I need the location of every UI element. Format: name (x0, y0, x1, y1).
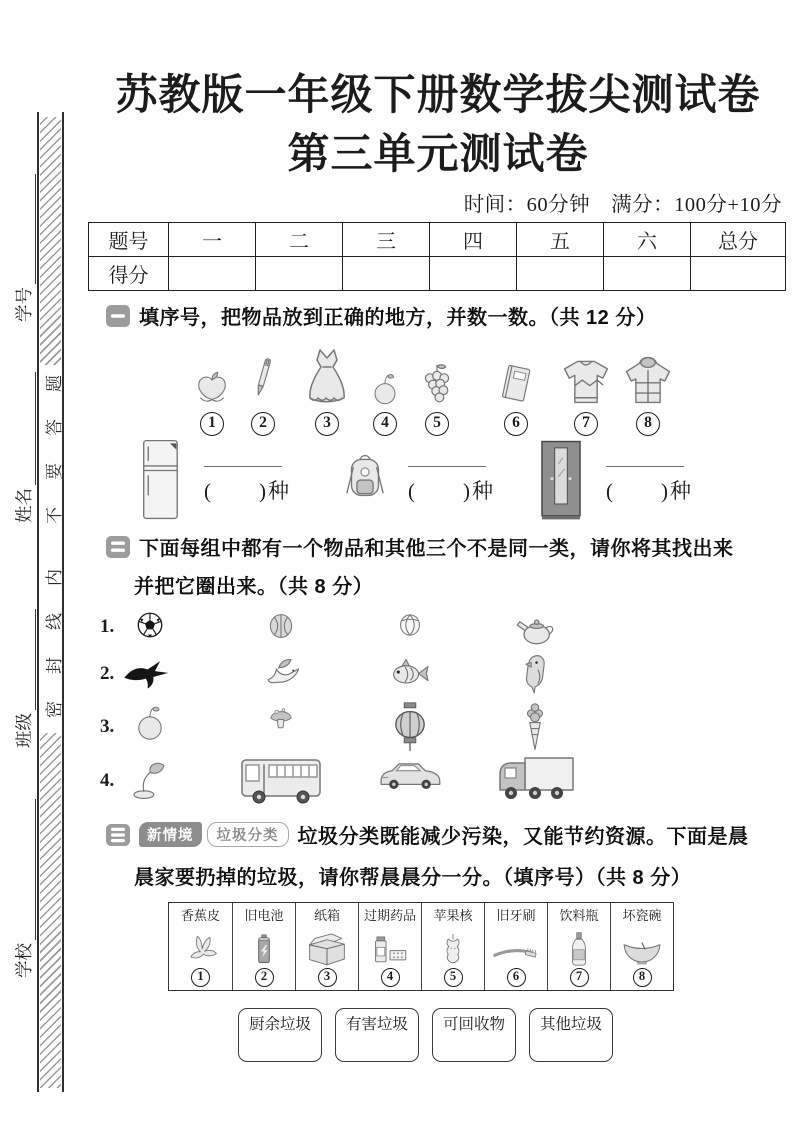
paper-title-line1: 苏教版一年级下册数学拔尖测试卷 (115, 73, 761, 119)
school-label: 学校 (14, 943, 34, 978)
score-header-cell: 一 (169, 223, 256, 257)
item-number: 2 (251, 412, 275, 436)
garbage-item-number: 6 (507, 968, 526, 987)
odd-one-item-ice-cream[interactable] (490, 698, 580, 756)
garbage-item-expired-medicine (358, 903, 421, 990)
odd-one-item-desk-lamp[interactable] (105, 752, 195, 802)
item-dress (295, 340, 359, 436)
bin-other-waste[interactable] (529, 1008, 613, 1062)
odd-one-item-fish[interactable] (365, 652, 455, 692)
lantern-icon (385, 698, 435, 756)
student-number-field (11, 174, 36, 322)
seal-char: 封 (45, 657, 64, 674)
garbage-item-label: 旧牙刷 (496, 908, 536, 923)
pen-icon (241, 348, 285, 408)
wardrobe-group (532, 437, 693, 523)
broken-bowl-icon (620, 924, 664, 968)
odd-one-item-bus[interactable] (231, 752, 331, 806)
section3-header (106, 820, 749, 849)
score-input-cell[interactable] (343, 257, 430, 291)
score-input-cell[interactable] (604, 257, 691, 291)
item-number: 1 (200, 412, 224, 436)
section2-header (106, 532, 734, 561)
fridge-answer-line[interactable] (204, 464, 282, 467)
garbage-item-label: 过期药品 (363, 908, 416, 923)
fridge-answer (204, 437, 291, 523)
row-number: 2. (100, 663, 115, 684)
new-context-tag: 新情境 (139, 822, 202, 847)
section2-title-line1: 下面每组中都有一个物品和其他三个不是同一类，请你将其找出来 (139, 538, 734, 560)
name-field (11, 372, 36, 523)
garbage-item-number: 2 (255, 968, 274, 987)
score-input-cell[interactable] (691, 257, 786, 291)
fridge-group (132, 437, 291, 523)
school-blank[interactable] (32, 799, 36, 940)
row-number: 1. (100, 616, 115, 637)
garbage-item-banana-peel (169, 903, 232, 990)
garbage-item-label: 香蕉皮 (180, 908, 220, 923)
garbage-item-label: 苹果核 (433, 908, 473, 923)
item-number: 7 (574, 412, 598, 436)
garbage-items-table (168, 902, 674, 991)
mushroom-icon (262, 698, 300, 736)
garbage-item-label: 纸箱 (313, 908, 340, 923)
seal-char: 线 (45, 613, 64, 630)
name-label: 姓名 (14, 488, 34, 523)
peach-icon (190, 368, 234, 408)
garbage-item-cardboard-box (295, 903, 358, 990)
section2-row-2 (88, 652, 785, 700)
garbage-item-label: 坏瓷碗 (622, 908, 662, 923)
garbage-item-number: 4 (381, 968, 400, 987)
item-grapes (405, 340, 469, 436)
item-jacket (616, 340, 680, 436)
car-icon (376, 752, 444, 792)
backpack-count-text[interactable]: ( )种 (408, 479, 495, 503)
item-number: 8 (636, 412, 660, 436)
jacket-icon (620, 352, 676, 408)
score-header-cell: 四 (430, 223, 517, 257)
item-notebook (484, 340, 548, 436)
section2-title-line2-wrap (134, 570, 373, 599)
score-row-label: 得分 (89, 257, 169, 291)
section3-title-line1: 垃圾分类既能减少污染，又能节约资源。下面是晨 (297, 826, 749, 848)
paper-title-line2: 第三单元测试卷 (287, 132, 589, 178)
odd-one-item-lantern[interactable] (365, 698, 455, 756)
garbage-item-number: 8 (633, 968, 652, 987)
backpack-icon (338, 449, 392, 513)
bin-label: 其他垃圾 (539, 1016, 602, 1033)
student-number-label: 学号 (14, 287, 34, 322)
basketball-icon (259, 603, 303, 649)
notebook-icon (493, 360, 539, 408)
odd-one-item-teapot[interactable] (490, 603, 580, 649)
name-blank[interactable] (32, 372, 36, 485)
odd-one-item-beach-ball[interactable] (365, 603, 455, 647)
seal-hatch-top (40, 117, 61, 365)
odd-one-item-mushroom[interactable] (236, 698, 326, 736)
odd-one-item-basketball[interactable] (236, 603, 326, 649)
section1-header (106, 301, 656, 330)
item-number: 6 (504, 412, 528, 436)
seal-char: 要 (45, 463, 64, 480)
dove-icon (258, 652, 304, 692)
beach-ball-icon (389, 603, 431, 647)
apple-icon (129, 698, 171, 744)
battery-icon (251, 924, 277, 968)
garbage-item-label: 旧电池 (244, 908, 284, 923)
row-number: 4. (100, 770, 115, 791)
bin-hazardous-waste[interactable] (335, 1008, 419, 1062)
odd-one-item-dove[interactable] (236, 652, 326, 692)
cardboard-box-icon (304, 924, 350, 968)
student-number-blank[interactable] (32, 174, 36, 284)
drink-bottle-icon (566, 924, 592, 968)
backpack-group (338, 437, 495, 513)
section-two-badge-icon (106, 536, 130, 558)
wardrobe-answer (606, 437, 693, 523)
score-header-cell: 总分 (691, 223, 786, 257)
seal-char: 密 (45, 701, 64, 718)
seal-rule-right (62, 112, 64, 1092)
section-one-badge-icon (106, 305, 130, 327)
bin-kitchen-waste[interactable] (238, 1008, 322, 1062)
score-input-cell[interactable] (517, 257, 604, 291)
garbage-item-toothbrush (484, 903, 547, 990)
section1-title: 填序号，把物品放到正确的地方，并数一数。（共 12 分） (139, 307, 657, 329)
seal-char: 内 (45, 569, 64, 586)
section1-count-row (88, 437, 785, 535)
odd-one-item-parrot[interactable] (490, 652, 580, 696)
odd-one-item-truck[interactable] (486, 752, 586, 804)
garbage-item-number: 5 (444, 968, 463, 987)
backpack-answer-line[interactable] (408, 464, 486, 467)
row-number: 3. (100, 716, 115, 737)
ice-cream-icon (520, 698, 550, 756)
time-score-info: 时间：60分钟 满分：100分+10分 (463, 194, 782, 216)
fridge-icon (132, 437, 188, 523)
item-pen (231, 340, 295, 436)
fish-icon (385, 652, 435, 692)
garbage-item-battery (232, 903, 295, 990)
seal-char: 不 (45, 507, 64, 524)
score-table (88, 222, 786, 291)
section3-title-line2-wrap (134, 861, 691, 890)
grapes-icon (413, 358, 461, 408)
item-number: 4 (373, 412, 397, 436)
garbage-item-apple-core (421, 903, 484, 990)
seal-rule-left (37, 112, 39, 1092)
toothbrush-icon (491, 924, 541, 968)
bus-icon (237, 752, 325, 806)
score-input-cell[interactable] (256, 257, 343, 291)
section1-items-row (88, 340, 785, 438)
apple-icon (365, 366, 405, 408)
score-header-cell: 五 (517, 223, 604, 257)
item-number: 3 (315, 412, 339, 436)
seal-char: 题 (45, 375, 64, 392)
fridge-count-text[interactable]: ( )种 (204, 479, 291, 503)
score-header-cell: 六 (604, 223, 691, 257)
wardrobe-answer-line[interactable] (606, 464, 684, 467)
class-label: 班级 (14, 713, 34, 748)
teapot-icon (508, 603, 562, 649)
class-blank[interactable] (32, 609, 36, 710)
bin-label: 厨余垃圾 (248, 1016, 311, 1033)
apple-core-icon (440, 924, 466, 968)
garbage-item-number: 1 (191, 968, 210, 987)
wardrobe-count-text[interactable]: ( )种 (606, 479, 693, 503)
desk-lamp-icon (127, 752, 173, 802)
expired-medicine-icon (369, 924, 411, 968)
odd-one-item-apple[interactable] (105, 698, 195, 744)
seal-hatch-bottom (40, 733, 61, 1088)
section2-row-4 (88, 752, 785, 812)
section2-row-3 (88, 698, 785, 758)
odd-one-item-soccer-ball[interactable] (105, 603, 195, 647)
section-three-badge-icon (106, 824, 130, 846)
dress-icon (297, 346, 357, 408)
school-field (11, 799, 36, 978)
odd-one-item-swallow[interactable] (105, 652, 195, 692)
sweater-icon (558, 354, 614, 408)
garbage-sorting-tag: 垃圾分类 (207, 822, 289, 847)
score-header-cell: 二 (256, 223, 343, 257)
seal-char: 答 (45, 419, 64, 436)
section2-row-1 (88, 603, 785, 655)
soccer-ball-icon (128, 603, 172, 647)
banana-peel-icon (182, 924, 220, 968)
bin-label: 可回收物 (442, 1016, 505, 1033)
item-sweater (554, 340, 618, 436)
class-field (11, 609, 36, 748)
parrot-icon (518, 652, 552, 696)
score-header-cell: 三 (343, 223, 430, 257)
backpack-answer (408, 449, 495, 513)
garbage-item-number: 3 (318, 968, 337, 987)
score-input-cell[interactable] (430, 257, 517, 291)
bin-recyclables[interactable] (432, 1008, 516, 1062)
garbage-item-number: 7 (570, 968, 589, 987)
swallow-icon (121, 652, 179, 692)
bin-label: 有害垃圾 (345, 1016, 408, 1033)
score-input-cell[interactable] (169, 257, 256, 291)
score-header-cell: 题号 (89, 223, 169, 257)
garbage-item-broken-bowl (610, 903, 673, 990)
truck-icon (495, 752, 577, 804)
garbage-item-label: 饮料瓶 (559, 908, 599, 923)
section2-title-line2: 并把它圈出来。（共 8 分） (134, 576, 374, 598)
odd-one-item-car[interactable] (365, 752, 455, 792)
garbage-item-drink-bottle (547, 903, 610, 990)
item-number: 5 (425, 412, 449, 436)
wardrobe-icon (532, 437, 590, 523)
section3-title-line2: 晨家要扔掉的垃圾，请你帮晨晨分一分。（填序号）（共 8 分） (134, 867, 692, 889)
